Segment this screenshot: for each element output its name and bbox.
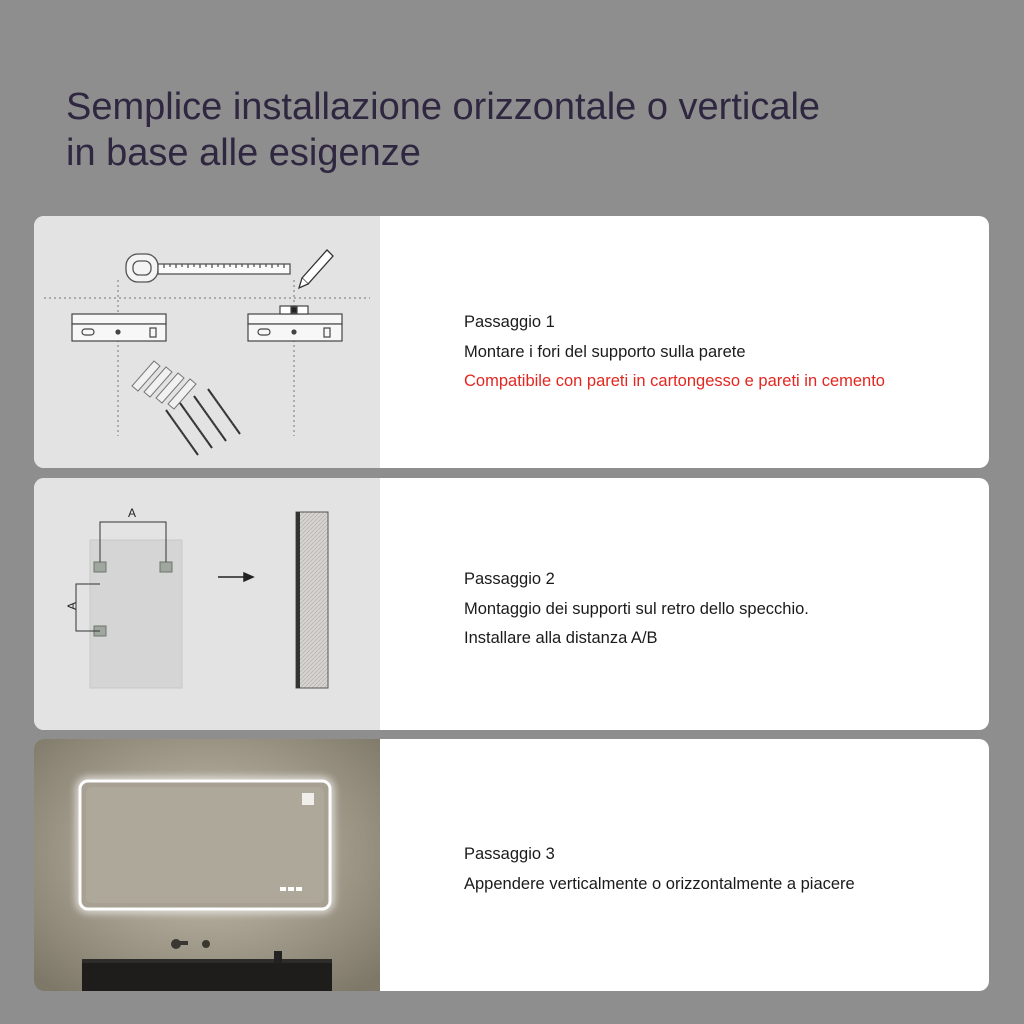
step-1-description: Montare i fori del supporto sulla parete [464,342,746,361]
step-2-illustration [34,478,380,730]
title-line-1: Semplice installazione orizzontale o verticale [66,86,821,128]
step-2-description: Montaggio dei supporti sul retro dello specchio. [464,599,809,618]
page-title [66,84,996,176]
led-mirror-icon [80,781,330,909]
step-1-compatibility-note: Compatibile con pareti in cartongesso e pareti in cemento [464,372,885,390]
bracket-right-icon [248,306,342,341]
arrow-right-icon [218,573,253,581]
bracket-left-icon [72,314,166,341]
step-3-card [34,739,989,991]
dimension-label-vertical: A [65,601,79,610]
step-3-heading: Passaggio 3 [464,845,555,863]
step-1-heading: Passaggio 1 [464,313,555,331]
step-2-distance-note: Installare alla distanza A/B [464,629,658,647]
tape-measure-icon [126,254,290,282]
mirror-side-view-icon [296,512,328,688]
step-2-heading: Passaggio 2 [464,570,555,588]
step-1-illustration [34,216,380,468]
step-1-text [464,308,984,397]
step-2-card [34,478,989,730]
vanity-counter [82,961,332,991]
wall-anchors-icon [132,361,196,409]
pencil-icon [299,250,333,288]
soap-bottle-icon [274,951,282,963]
dimension-label-horizontal: A [128,506,137,520]
step-3-description: Appendere verticalmente o orizzontalmente a piacere [464,874,855,893]
step-3-photo [34,739,380,991]
title-line-2: in base alle esigenze [66,132,421,174]
step-3-text [464,840,984,899]
step-1-card [34,216,989,468]
step-2-text [464,565,984,654]
